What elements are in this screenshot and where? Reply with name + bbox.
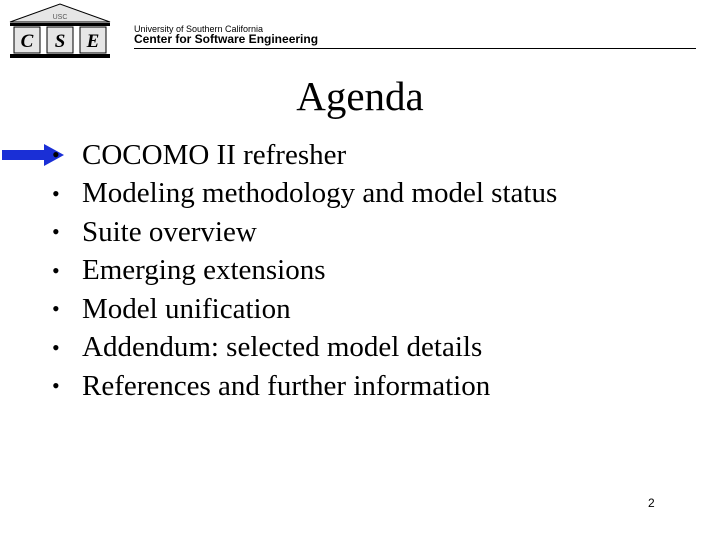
agenda-item bbox=[52, 367, 557, 406]
bullet-icon: • bbox=[52, 373, 60, 399]
university-name: University of Southern California bbox=[134, 24, 264, 34]
logo-emblem-text: USC bbox=[52, 14, 68, 21]
logo-letter-c: C bbox=[20, 31, 34, 52]
logo-letter-e: E bbox=[86, 31, 100, 52]
agenda-item-text: Addendum: selected model details bbox=[82, 331, 483, 364]
agenda-item-text: Modeling methodology and model status bbox=[82, 177, 558, 210]
bullet-icon: • bbox=[52, 142, 60, 168]
bullet-icon: • bbox=[52, 180, 60, 206]
agenda-item bbox=[52, 136, 557, 175]
bullet-icon: • bbox=[52, 219, 60, 245]
header-divider bbox=[134, 48, 696, 49]
bullet-icon: • bbox=[52, 334, 60, 360]
bullet-icon: • bbox=[52, 296, 60, 322]
agenda-item-text: References and further information bbox=[82, 369, 491, 402]
logo-letter-s: S bbox=[54, 31, 66, 52]
agenda-item-text: Suite overview bbox=[82, 215, 257, 248]
agenda-item bbox=[52, 213, 557, 252]
agenda-list bbox=[52, 136, 557, 406]
bullet-icon: • bbox=[52, 257, 60, 283]
cse-logo bbox=[2, 2, 118, 60]
page-number: 2 bbox=[648, 496, 655, 510]
center-name: Center for Software Engineering bbox=[134, 32, 319, 46]
agenda-item bbox=[52, 329, 557, 368]
agenda-item bbox=[52, 252, 557, 291]
slide-title-text: Agenda bbox=[296, 73, 424, 119]
agenda-item bbox=[52, 175, 557, 214]
agenda-item-text: Emerging extensions bbox=[82, 254, 326, 287]
agenda-item bbox=[52, 290, 557, 329]
slide-title bbox=[0, 72, 720, 120]
agenda-item-text: COCOMO II refresher bbox=[82, 138, 347, 171]
agenda-item-text: Model unification bbox=[82, 292, 291, 325]
